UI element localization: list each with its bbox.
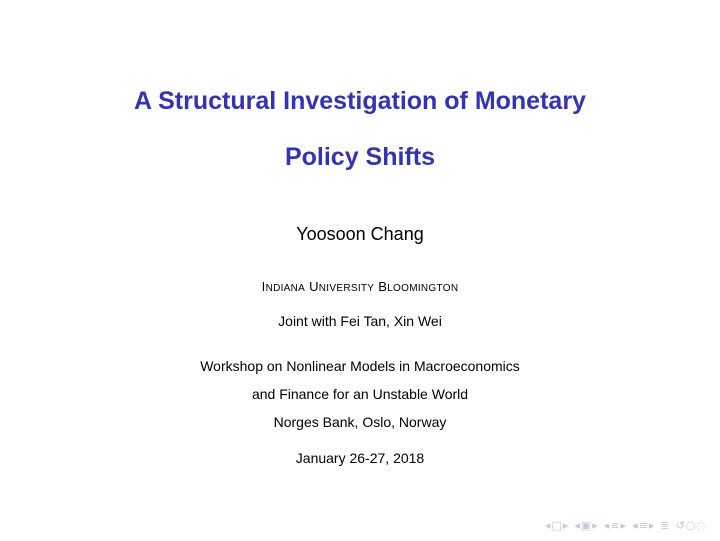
beamer-navigation bbox=[545, 519, 710, 533]
frame-icon[interactable]: □ bbox=[551, 519, 562, 532]
venue-line-1: Workshop on Nonlinear Models in Macroeconomics bbox=[200, 358, 520, 374]
inst-w2-rest: NIVERSITY bbox=[318, 283, 375, 294]
slide-title-line-2: Policy Shifts bbox=[284, 143, 436, 171]
arrow-left-icon[interactable]: ◂ bbox=[632, 519, 638, 532]
search-icon[interactable]: ↺ bbox=[675, 519, 685, 532]
inst-w1-rest: NDIANA bbox=[265, 283, 306, 294]
section-icon[interactable]: ≡ bbox=[610, 519, 620, 532]
align-icon[interactable]: ≣ bbox=[660, 519, 670, 532]
arrow-right-icon[interactable]: ▸ bbox=[592, 519, 598, 532]
arrow-right-icon[interactable]: ▸ bbox=[648, 519, 655, 532]
arrow-right-icon[interactable]: ▸ bbox=[562, 519, 569, 532]
institution bbox=[0, 279, 720, 294]
slide-title-line-1: A Structural Investigation of Monetary bbox=[134, 87, 586, 115]
arrow-left-icon[interactable]: ◂ bbox=[544, 519, 551, 532]
author-name: Yoosoon Chang bbox=[296, 224, 424, 244]
inst-w3-rest: LOOMINGTON bbox=[387, 283, 459, 294]
inst-w3-first: B bbox=[378, 279, 388, 294]
venue-line-2: and Finance for an Unstable World bbox=[251, 386, 469, 402]
inst-w1-first: I bbox=[261, 279, 266, 294]
section-icon[interactable]: ≡ bbox=[638, 519, 648, 532]
arrow-right-icon[interactable]: ▸ bbox=[620, 519, 627, 532]
subsection-icon[interactable]: ▣ bbox=[580, 519, 592, 532]
search-icon[interactable]: ◌ bbox=[696, 519, 706, 532]
coauthors: Joint with Fei Tan, Xin Wei bbox=[278, 313, 442, 329]
inst-w2-first: U bbox=[309, 279, 319, 294]
search-icon[interactable]: ○ bbox=[685, 519, 696, 532]
event-date: January 26-27, 2018 bbox=[295, 450, 425, 466]
arrow-left-icon[interactable]: ◂ bbox=[574, 519, 580, 532]
arrow-left-icon[interactable]: ◂ bbox=[603, 519, 610, 532]
venue-line-3: Norges Bank, Oslo, Norway bbox=[273, 414, 447, 430]
